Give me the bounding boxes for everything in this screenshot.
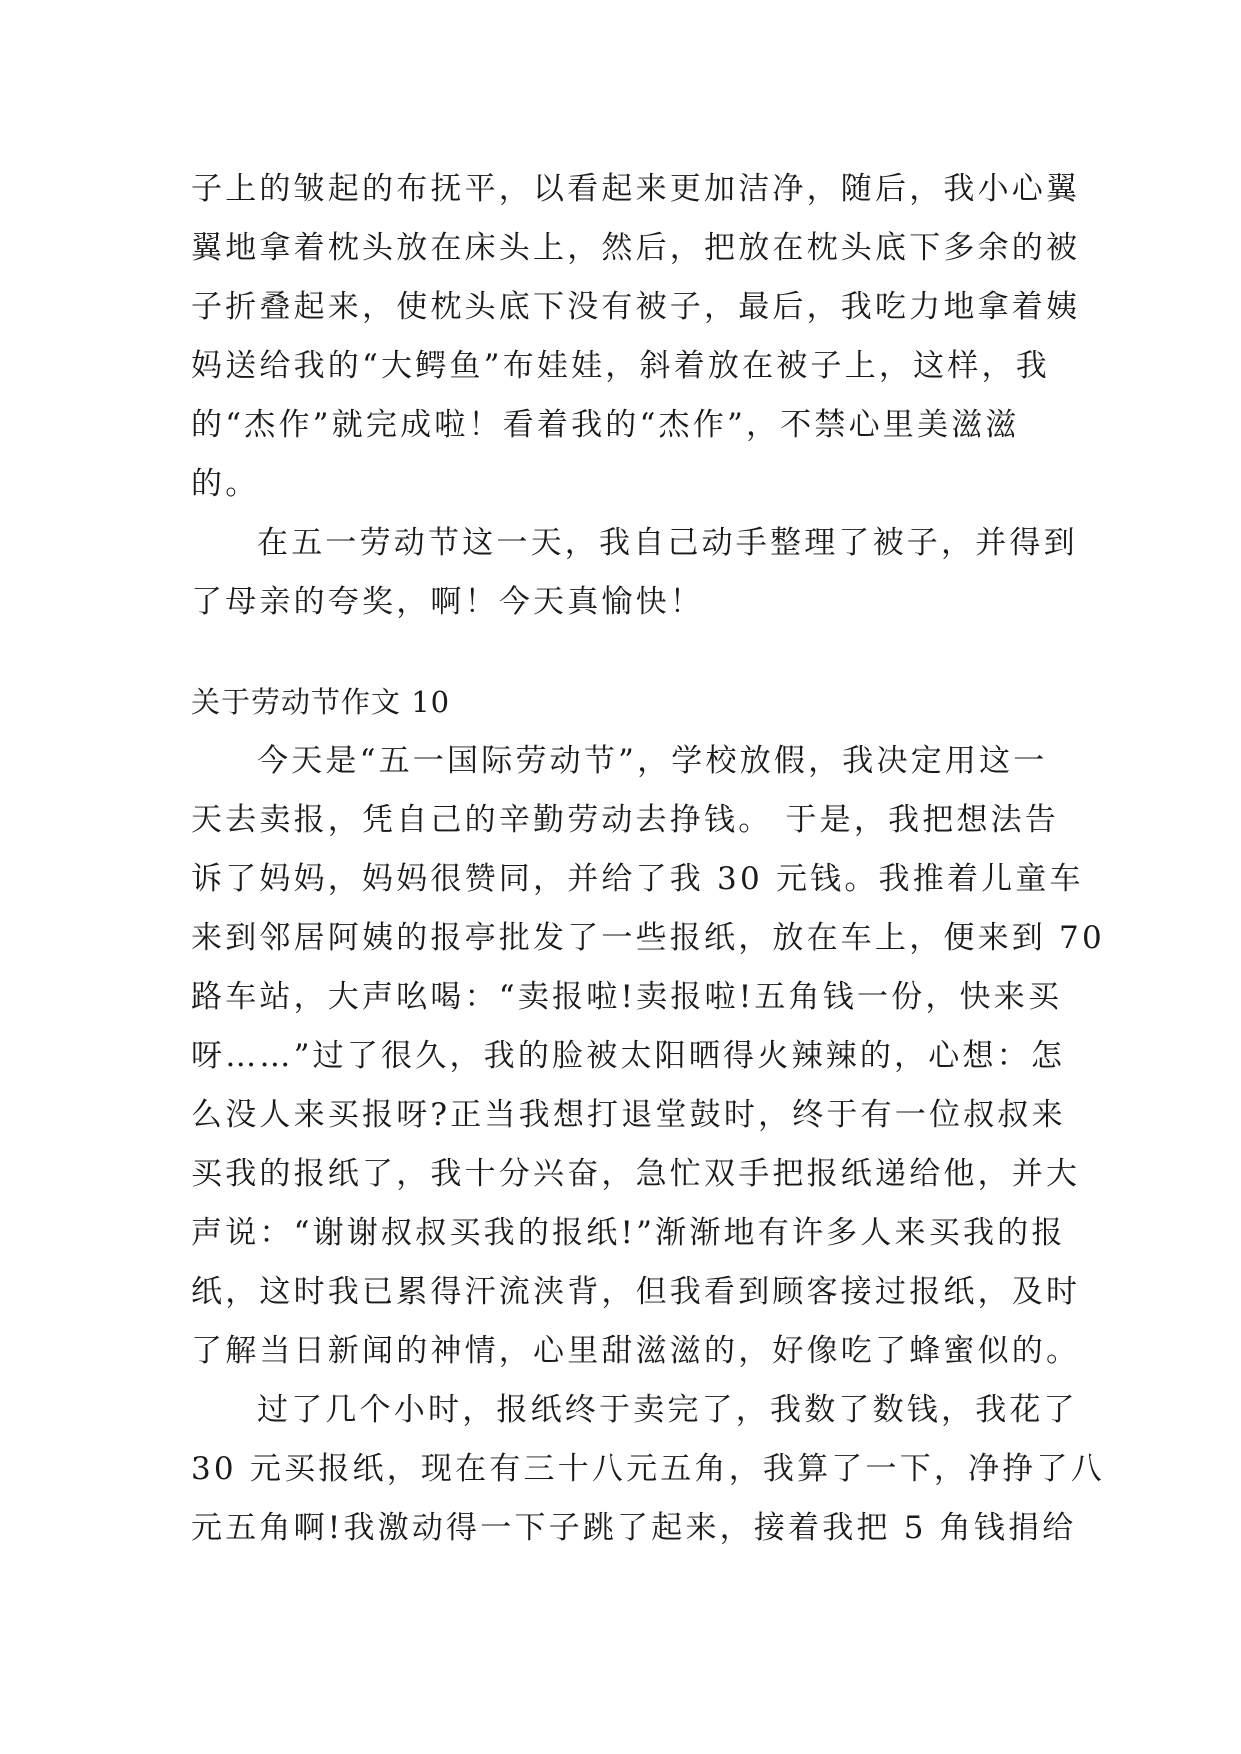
text-line: 妈送给我的“大鳄鱼”布娃娃，斜着放在被子上，这样，我 <box>191 348 1050 384</box>
document-body <box>191 160 1105 1558</box>
text-line: 元五角啊!我激动得一下子跳了起来，接着我把 5 角钱捐给 <box>191 1510 1077 1546</box>
paragraph <box>191 1381 1105 1558</box>
text-line: 么没人来买报呀?正当我想打退堂鼓时，终于有一位叔叔来 <box>191 1097 1066 1133</box>
text-line: 的“杰作”就完成啦！看着我的“杰作”，不禁心里美滋滋 <box>191 407 1020 443</box>
text-line: 了解当日新闻的神情，心里甜滋滋的，好像吃了蜂蜜似的。 <box>191 1333 1081 1369</box>
text-line: 呀……”过了很久，我的脸被太阳晒得火辣辣的，心想：怎 <box>191 1038 1066 1074</box>
text-line: 买我的报纸了，我十分兴奋，急忙双手把报纸递给他，并大 <box>191 1156 1081 1192</box>
paragraph <box>191 160 1081 514</box>
text-line: 的。 <box>191 466 260 502</box>
text-line: 天去卖报，凭自己的辛勤劳动去挣钱。 于是，我把想法告 <box>191 802 1060 838</box>
text-line: 过了几个小时，报纸终于卖完了，我数了数钱，我花了 <box>257 1392 1078 1428</box>
section-heading: 关于劳动节作文 10 <box>191 685 451 719</box>
text-line: 纸，这时我已累得汗流浃背，但我看到顾客接过报纸，及时 <box>191 1274 1081 1310</box>
section-spacer <box>191 632 1051 673</box>
text-line: 今天是“五一国际劳动节”，学校放假，我决定用这一 <box>257 743 1048 779</box>
text-line: 诉了妈妈，妈妈很赞同，并给了我 30 元钱。我推着儿童车 <box>191 861 1084 897</box>
text-line: 路车站，大声吆喝：“卖报啦!卖报啦!五角钱一份，快来买 <box>191 979 1063 1015</box>
text-line: 子折叠起来，使枕头底下没有被子，最后，我吃力地拿着姨 <box>191 289 1081 325</box>
text-line: 在五一劳动节这一天，我自己动手整理了被子，并得到 <box>257 525 1078 561</box>
text-line: 翼地拿着枕头放在床头上，然后，把放在枕头底下多余的被 <box>191 230 1081 266</box>
text-line: 声说：“谢谢叔叔买我的报纸!”渐渐地有许多人来买我的报 <box>191 1215 1066 1251</box>
text-line: 30 元买报纸，现在有三十八元五角，我算了一下，净挣了八 <box>191 1451 1105 1487</box>
paragraph <box>191 732 1105 1381</box>
text-line: 来到邻居阿姨的报亭批发了一些报纸，放在车上，便来到 70 <box>191 920 1105 956</box>
paragraph <box>191 514 1078 632</box>
text-line: 子上的皱起的布抚平，以看起来更加洁净，随后，我小心翼 <box>191 171 1081 207</box>
text-line: 了母亲的夸奖，啊！今天真愉快！ <box>191 584 704 620</box>
